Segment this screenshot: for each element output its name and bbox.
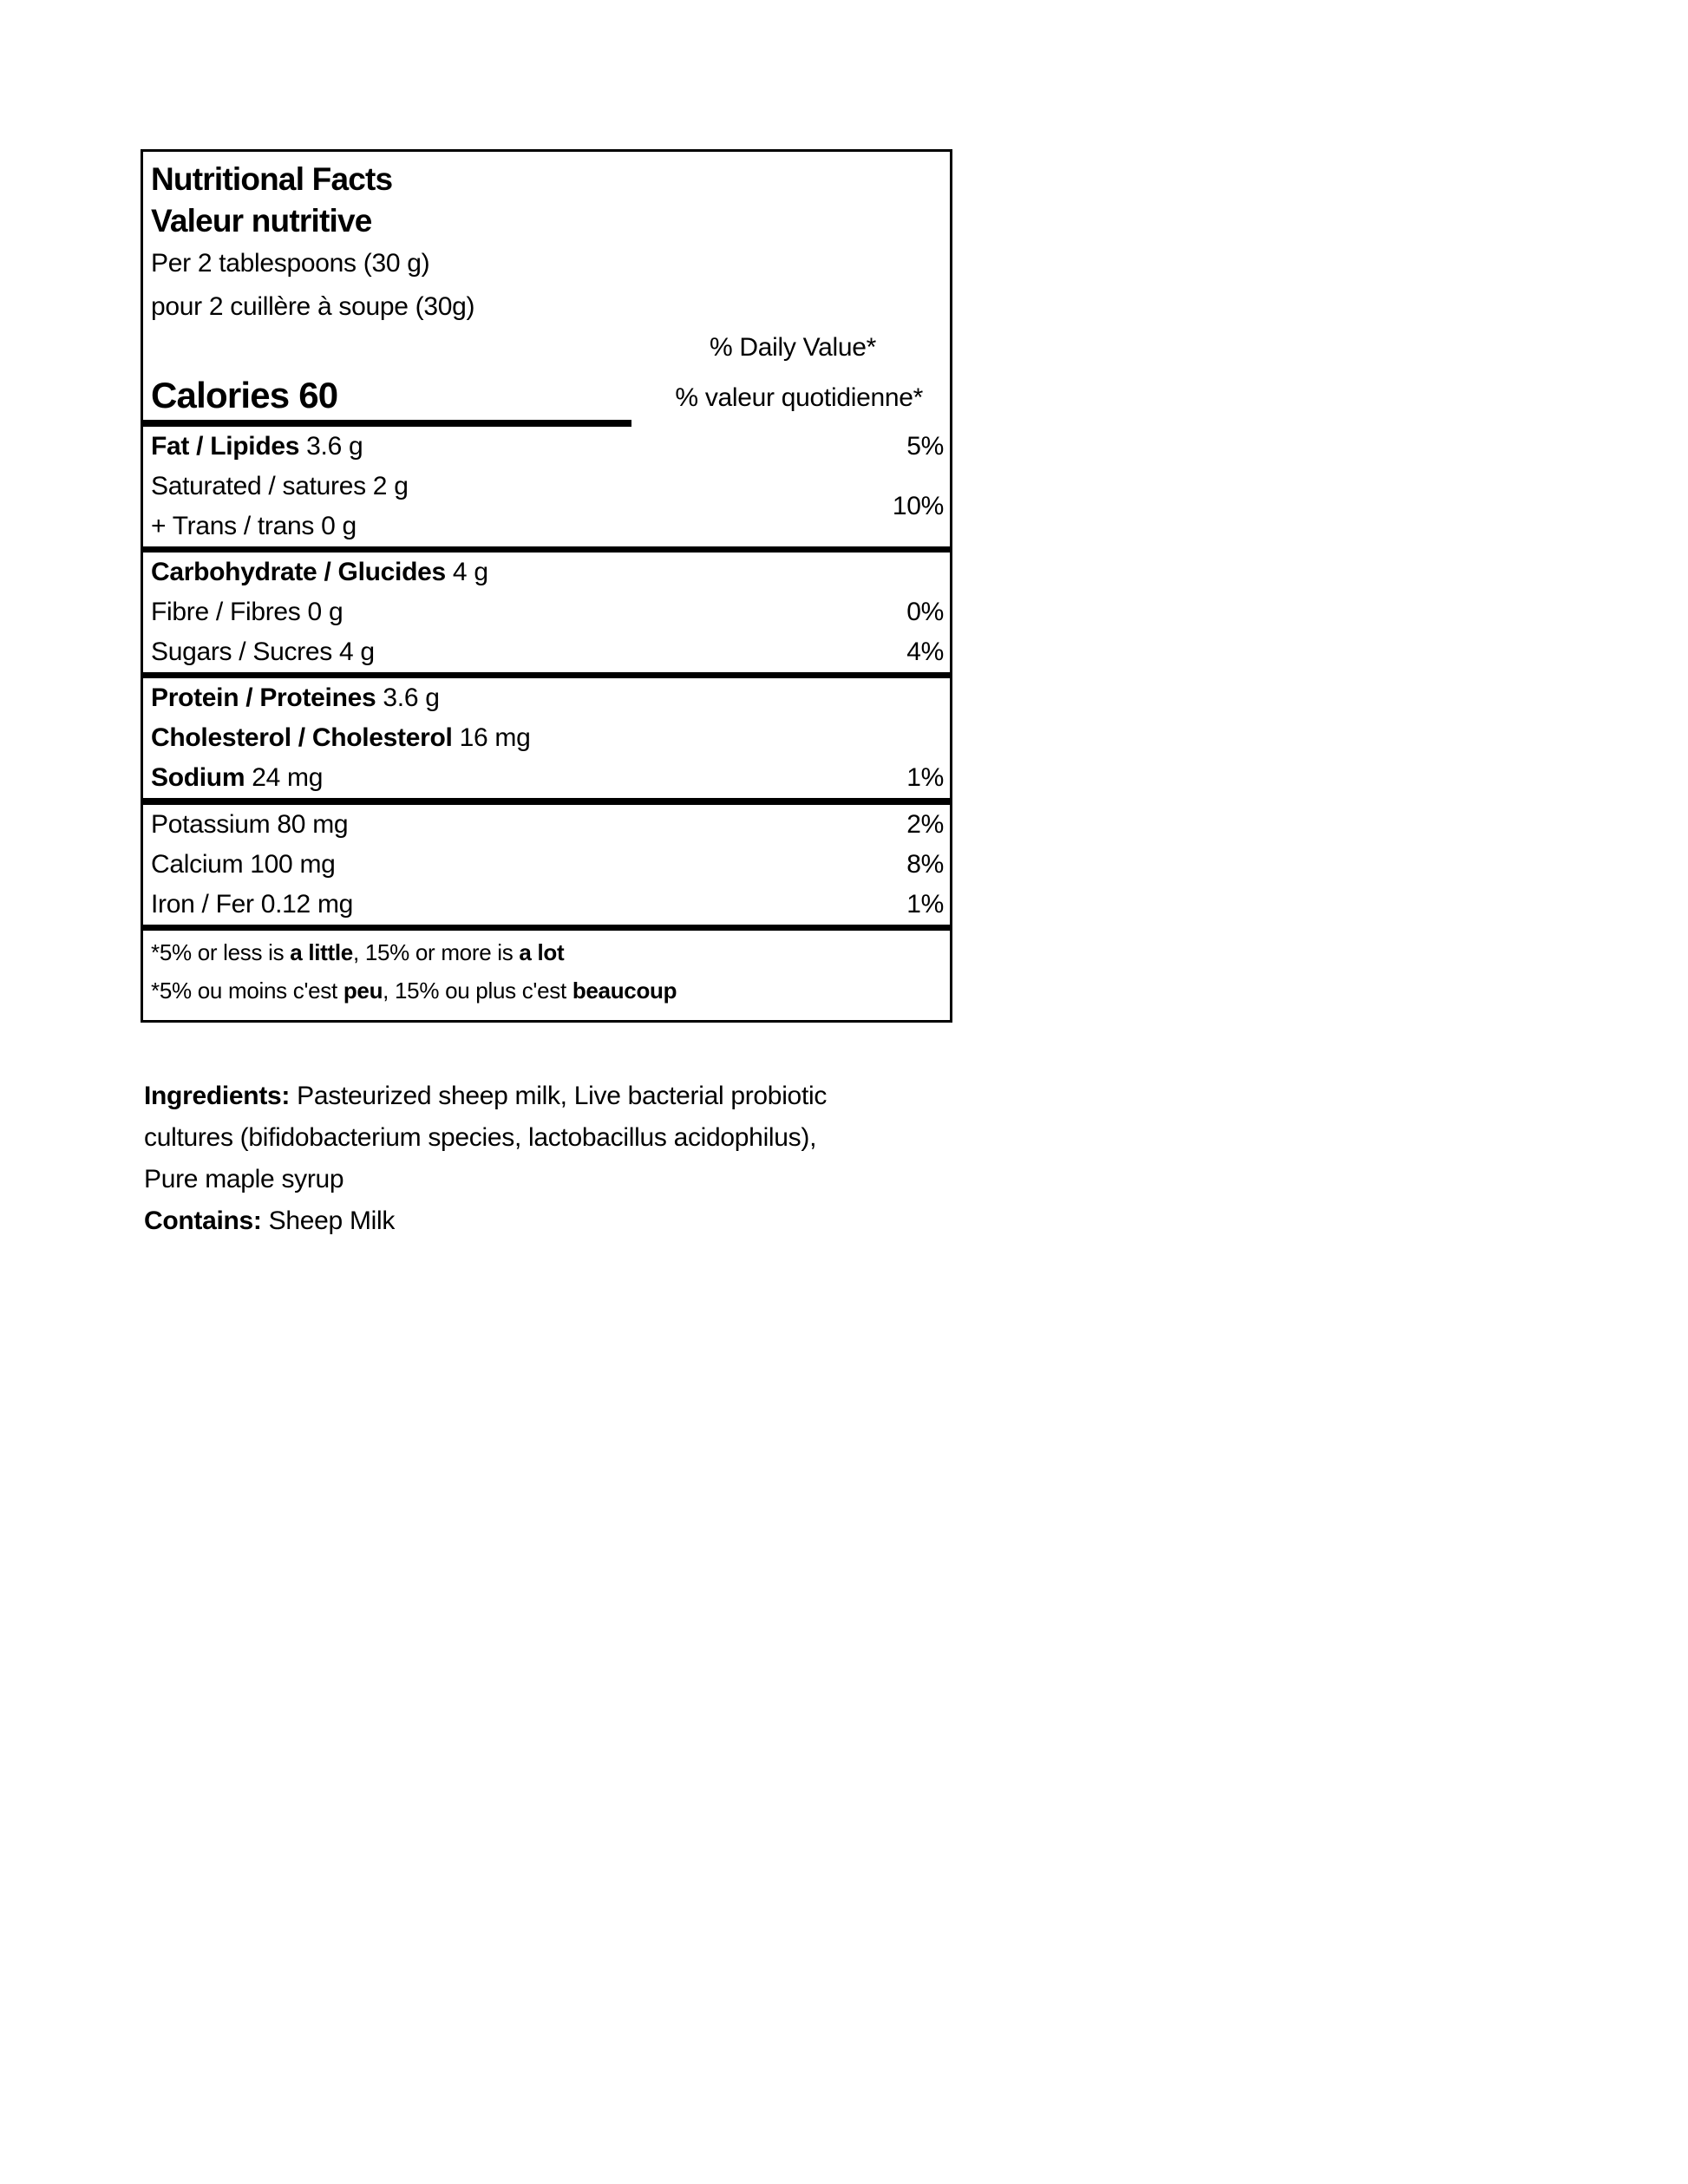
label-title-en: Nutritional Facts — [151, 161, 393, 197]
saturated-trans-labels — [151, 467, 409, 546]
section-divider — [143, 925, 950, 931]
potassium-daily-value: 2% — [906, 810, 944, 839]
nutrient-row-sodium — [143, 758, 950, 798]
serving-size-en: Per 2 tablespoons (30 g) — [151, 249, 430, 278]
sodium-label: Sodium 24 mg — [151, 763, 324, 792]
section-divider — [143, 672, 950, 678]
label-title-fr: Valeur nutritive — [151, 203, 372, 239]
iron-label: Iron / Fer 0.12 mg — [151, 890, 354, 919]
ingredients-section — [144, 1076, 925, 1242]
sodium-daily-value: 1% — [906, 763, 944, 792]
section-divider — [143, 546, 950, 553]
fat-daily-value: 5% — [906, 432, 944, 461]
iron-daily-value: 1% — [906, 890, 944, 919]
daily-value-footnote — [143, 931, 950, 1010]
calories — [151, 376, 337, 415]
footnote-fr: *5% ou moins c'est peu, 15% ou plus c'est beaucoup — [151, 978, 677, 1004]
calories-value: 60 — [298, 375, 338, 415]
contains-line: Contains: Sheep Milk — [144, 1206, 396, 1235]
serving-size-fr: pour 2 cuillère à soupe (30g) — [151, 292, 475, 321]
nutrient-row-carbohydrate — [143, 553, 950, 592]
carbohydrate-label: Carbohydrate / Glucides 4 g — [151, 558, 488, 586]
fibre-daily-value: 0% — [906, 598, 944, 626]
ingredients-label: Ingredients: — [144, 1082, 291, 1110]
nutrient-row-cholesterol — [143, 718, 950, 758]
nutrient-row-fibre — [143, 592, 950, 632]
potassium-label: Potassium 80 mg — [151, 810, 349, 839]
fat-label: Fat / Lipides 3.6 g — [151, 432, 363, 461]
nutrition-facts-label — [141, 149, 952, 1023]
sugars-daily-value: 4% — [906, 638, 944, 666]
calcium-label: Calcium 100 mg — [151, 850, 336, 879]
saturated-trans-daily-value: 10% — [892, 492, 944, 520]
daily-value-header-en: % Daily Value* — [709, 333, 876, 362]
cholesterol-label: Cholesterol / Cholesterol 16 mg — [151, 723, 531, 752]
calories-row — [143, 367, 950, 415]
ingredients-line-2: cultures (bifidobacterium species, lactobacillus acidophilus), — [144, 1123, 817, 1152]
calories-label: Calories — [151, 375, 290, 415]
nutrient-row-sugars — [143, 632, 950, 672]
section-divider — [143, 798, 950, 805]
daily-value-header-fr: % valeur quotidienne* — [675, 383, 923, 412]
calcium-daily-value: 8% — [906, 850, 944, 879]
fibre-label: Fibre / Fibres 0 g — [151, 598, 343, 626]
saturated-label: Saturated / satures 2 g — [151, 472, 409, 500]
nutrient-row-saturated-trans — [143, 467, 950, 546]
footnote-en: *5% or less is a little, 15% or more is a lot — [151, 939, 565, 965]
ingredients-line-3: Pure maple syrup — [144, 1165, 344, 1193]
nutrient-row-potassium — [143, 805, 950, 845]
ingredients-line-1: Ingredients: Pasteurized sheep milk, Live bacterial probiotic — [144, 1082, 828, 1110]
protein-label: Protein / Proteines 3.6 g — [151, 683, 440, 712]
calories-underline-bar — [143, 420, 631, 427]
nutrient-row-iron — [143, 885, 950, 925]
trans-label: + Trans / trans 0 g — [151, 512, 357, 540]
nutrient-row-fat — [143, 427, 950, 467]
nutrient-row-protein — [143, 678, 950, 718]
contains-label: Contains: — [144, 1206, 262, 1235]
nutrient-row-calcium — [143, 845, 950, 885]
sugars-label: Sugars / Sucres 4 g — [151, 638, 375, 666]
